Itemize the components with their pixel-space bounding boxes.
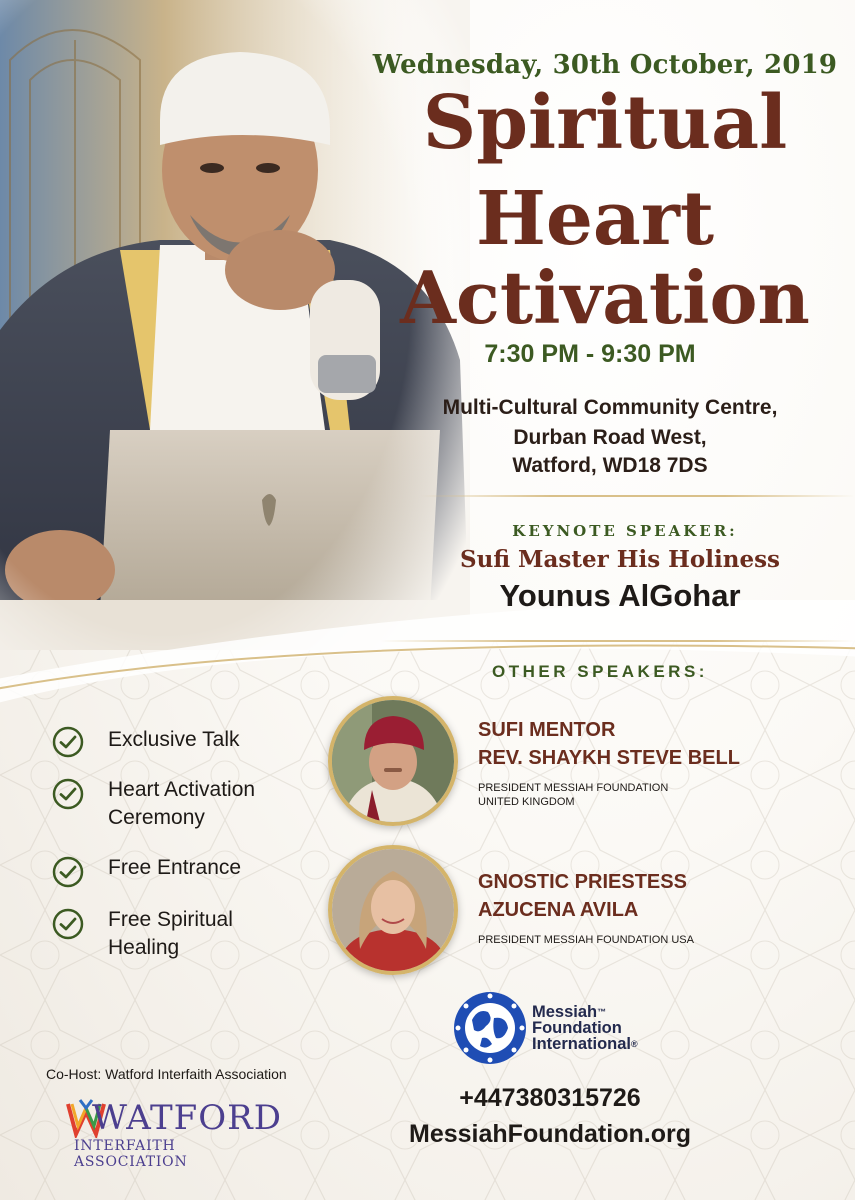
feature-text: Free Entrance: [108, 856, 242, 879]
mfi-name-line-2: Foundation: [532, 1019, 622, 1037]
contact-website-link[interactable]: MessiahFoundation.org: [409, 1120, 691, 1148]
keynote-title: Sufi Master His Holiness: [460, 546, 780, 573]
divider-line: [420, 495, 855, 497]
event-title-line-1: Spiritual: [422, 80, 788, 166]
event-title-line-3: Activation: [400, 255, 810, 340]
venue-line-1: Multi-Cultural Community Centre,: [442, 396, 778, 419]
keynote-label: KEYNOTE SPEAKER:: [512, 522, 738, 540]
speaker-2-title-line-2: AZUCENA AVILA: [478, 899, 639, 921]
watford-interfaith-logo: [66, 1096, 282, 1170]
feature-text: Exclusive Talk: [108, 728, 240, 751]
other-speakers-label: OTHER SPEAKERS:: [492, 662, 708, 681]
speaker-1-subtitle-line-2: UNITED KINGDOM: [478, 796, 575, 808]
speaker-portrait: [332, 849, 454, 971]
watford-word: WATFORD: [92, 1098, 282, 1138]
check-circle-icon: [52, 726, 84, 758]
event-date: Wednesday, 30th October, 2019: [372, 50, 838, 80]
check-circle-icon: [52, 856, 84, 888]
feature-text: Heart Activation: [108, 778, 256, 801]
event-title-line-2: Heart: [475, 176, 715, 262]
speaker-2-title-line-1: GNOSTIC PRIESTESS: [478, 871, 687, 893]
mfi-word-international: International: [532, 1035, 632, 1053]
keynote-name: Younus AlGohar: [499, 578, 741, 613]
divider-line: [380, 640, 855, 642]
speaker-photo-azucena-avila: [328, 845, 458, 975]
registered-mark: ®: [631, 1039, 638, 1049]
speaker-1-subtitle-line-1: PRESIDENT MESSIAH FOUNDATION: [478, 782, 669, 794]
mfi-name-line-3: [532, 1036, 692, 1053]
speaker-2-subtitle: PRESIDENT MESSIAH FOUNDATION USA: [478, 934, 694, 946]
venue-line-2: Durban Road West,: [513, 426, 707, 449]
feature-text: Free Spiritual: [108, 908, 233, 931]
feature-text: Ceremony: [108, 806, 205, 829]
contact-phone[interactable]: +447380315726: [459, 1084, 641, 1112]
feature-text: Healing: [108, 936, 180, 959]
event-time: 7:30 PM - 9:30 PM: [484, 340, 696, 368]
mfi-word-messiah: Messiah: [532, 1003, 598, 1021]
check-circle-icon: [52, 908, 84, 940]
trademark-mark: ™: [597, 1007, 607, 1017]
speaker-1-title-line-2: REV. SHAYKH STEVE BELL: [478, 747, 740, 769]
speaker-1-title-line-1: SUFI MENTOR: [478, 719, 616, 741]
cohost-text: Co-Host: Watford Interfaith Association: [46, 1066, 287, 1082]
speaker-photo-steve-bell: [328, 696, 458, 826]
messiah-foundation-globe-icon: [452, 990, 528, 1066]
check-circle-icon: [52, 778, 84, 810]
speaker-portrait: [332, 700, 454, 822]
venue-line-3: Watford, WD18 7DS: [512, 454, 708, 477]
watford-subtitle: INTERFAITH ASSOCIATION: [74, 1138, 188, 1170]
